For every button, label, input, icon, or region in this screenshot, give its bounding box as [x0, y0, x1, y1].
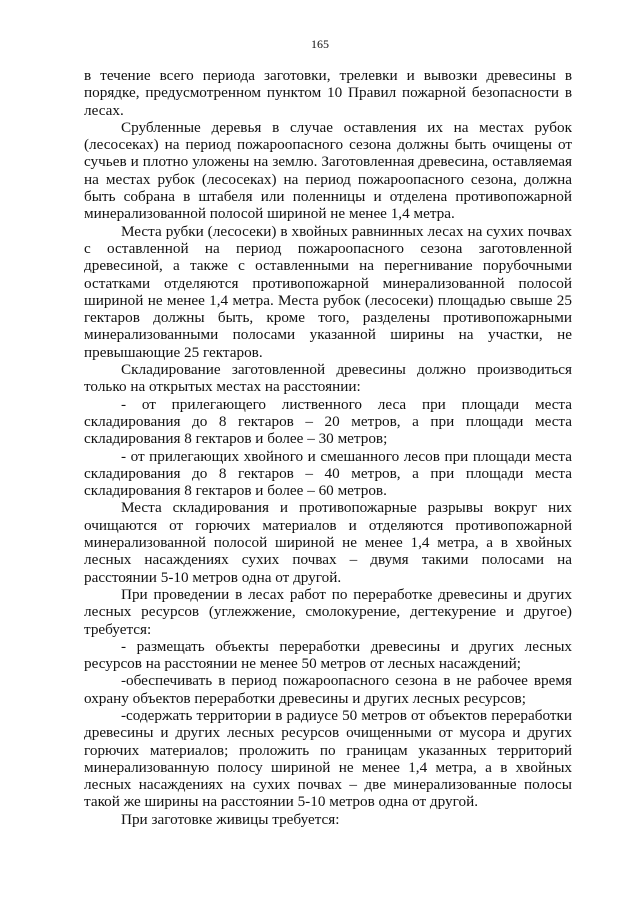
list-item: - от прилегающего лиственного леса при площади места складирования до 8 гектаров – 20 метров, а при площади места складирования 8 гектаров и более – 30 метров;: [84, 395, 572, 448]
list-item: -содержать территории в радиусе 50 метров от объектов переработки древесины и других лесных ресурсов очищенными от мусора и других горючих материалов; проложить по границам указанных территорий минерализованную полосу шириной не менее 1,4 метра, а в хвойных лесных насаждениях на сухих почвах – две минерализованные полосы такой же ширины на расстоянии 5-10 метров одна от другой.: [84, 706, 572, 811]
paragraph: в течение всего периода заготовки, трелевки и вывозки древесины в порядке, предусмотренном пунктом 10 Правил пожарной безопасности в лесах.: [84, 67, 572, 119]
paragraph: Места рубки (лесосеки) в хвойных равнинных лесах на сухих почвах с оставленной на период пожароопасного сезона заготовленной древесиной, а также с оставленными на перегнивание порубочными остатками отделяются противопожарной минерализованной полосой шириной не менее 1,4 метра. Места рубок (лесосеки) площадью свыше 25 гектаров должны быть, кроме того, разделены противопожарными минерализованными полосами указанной ширины на участки, не превышающие 25 гектаров.: [84, 222, 572, 361]
paragraph: Складирование заготовленной древесины должно производиться только на открытых местах на расстоянии:: [84, 361, 572, 396]
paragraph: Срубленные деревья в случае оставления их на местах рубок (лесосеках) на период пожароопасного сезона должны быть очищены от сучьев и плотно уложены на землю. Заготовленная древесина, оставляемая на местах рубок (лесосеках) на период пожароопасного сезона, должна быть собрана в штабеля или поленницы и отделена противопожарной минерализованной полосой шириной не менее 1,4 метра.: [84, 118, 572, 223]
list-item: - от прилегающих хвойного и смешанного лесов при площади места складирования до 8 гектаров – 40 метров, а при площади места складирования 8 гектаров и более – 60 метров.: [84, 447, 572, 500]
list-item: - размещать объекты переработки древесины и других лесных ресурсов на расстоянии не менее 50 метров от лесных насаждений;: [84, 637, 572, 673]
paragraph: Места складирования и противопожарные разрывы вокруг них очищаются от горючих материалов и отделяются противопожарной минерализованной полосой шириной не менее 1,4 метра, а в хвойных лесных насаждениях сухих почвах – двумя такими полосами на расстоянии 5-10 метров одна от другой.: [84, 499, 572, 586]
paragraph: При проведении в лесах работ по переработке древесины и других лесных ресурсов (углежжение, смолокурение, дегтекурение и другое) требуется:: [84, 585, 572, 638]
paragraph: При заготовке живицы требуется:: [121, 810, 340, 828]
document-body: [84, 67, 572, 828]
list-item: -обеспечивать в период пожароопасного сезона в не рабочее время охрану объектов переработки древесины и других лесных ресурсов;: [84, 672, 572, 707]
page-number: 165: [311, 37, 329, 51]
